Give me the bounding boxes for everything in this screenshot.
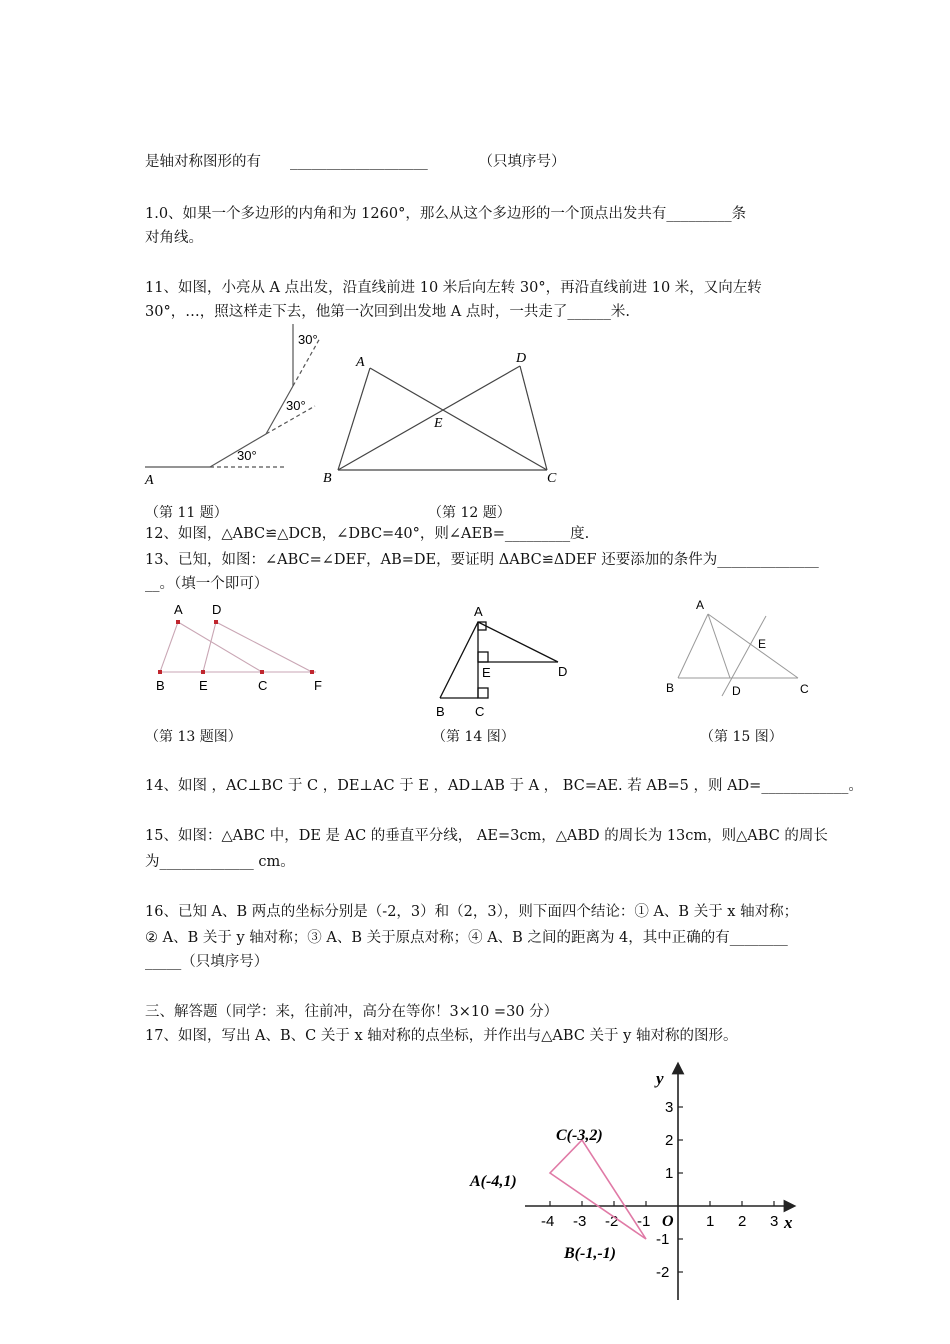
fig15-point-b: B <box>666 681 675 695</box>
q9-answer-line: 是轴对称图形的有 ___________________ （只填序号） <box>145 154 566 170</box>
fig13-point-a: A <box>174 602 183 617</box>
figure-13 <box>150 598 340 698</box>
fig15-point-d: D <box>732 684 741 698</box>
figure-17 <box>460 1060 820 1310</box>
x-tick-label: -4 <box>541 1213 555 1230</box>
figure-11 <box>140 322 340 492</box>
figure-14 <box>430 600 580 720</box>
figure-12 <box>320 348 560 488</box>
q15-line1: 15、如图：△ABC 中，DE 是 AC 的垂直平分线， AE=3cm，△ABD 的周长为 13cm，则△ABC 的周长 <box>145 828 828 844</box>
y-axis-label: y <box>656 1069 664 1088</box>
q11-line2: 30°，…，照这样走下去，他第一次回到出发地 A 点时，一共走了______米. <box>145 304 630 320</box>
q16-line1: 16、已知 A、B 两点的坐标分别是（-2，3）和（2，3），则下面四个结论：① A、B 关于 x 轴对称； <box>145 904 799 920</box>
caption-13: （第 13 题图） <box>145 729 242 745</box>
fig15-point-e: E <box>758 637 767 651</box>
label-c: C(-3,2) <box>556 1127 603 1144</box>
fig12-point-a: A <box>356 355 365 370</box>
label-a: A(-4,1) <box>470 1173 517 1190</box>
q10-line2: 对角线。 <box>145 230 203 246</box>
fig12-point-e: E <box>434 416 443 431</box>
caption-15: （第 15 图） <box>700 729 783 745</box>
fig11-point-a: A <box>145 473 154 488</box>
figure-15 <box>660 596 820 706</box>
q11-line1: 11、如图，小亮从 A 点出发，沿直线前进 10 米后向左转 30°，再沿直线前进 10 米，又向左转 <box>145 280 762 296</box>
x-tick-label: 3 <box>770 1213 779 1230</box>
q13-line1: 13、已知，如图：∠ABC=∠DEF，AB=DE，要证明 ΔABC≌ΔDEF 还要添加的条件为______________ <box>145 552 819 568</box>
x-tick-label: -3 <box>573 1213 587 1230</box>
fig13-point-c: C <box>258 678 268 693</box>
caption-12: （第 12 题） <box>428 505 511 521</box>
y-tick-label: 3 <box>665 1099 674 1116</box>
y-tick-label: -1 <box>656 1231 670 1248</box>
fig11-angle-1: 30° <box>237 448 257 463</box>
caption-11: （第 11 题） <box>145 505 228 521</box>
fig11-angle-3: 30° <box>298 332 318 347</box>
fig13-point-d: D <box>212 602 222 617</box>
fig12-point-d: D <box>516 351 527 366</box>
x-tick-label: -1 <box>637 1213 651 1230</box>
q12-line: 12、如图，△ABC≌△DCB，∠DBC=40°，则∠AEB=_________度. <box>145 526 590 542</box>
q15-line2: 为_____________ cm。 <box>145 854 295 870</box>
q10-line1: 1.0、如果一个多边形的内角和为 1260°，那么从这个多边形的一个顶点出发共有_________条 <box>145 206 747 222</box>
label-b: B(-1,-1) <box>564 1245 616 1262</box>
q13-line2: __。（填一个即可） <box>145 576 269 592</box>
fig14-point-c: C <box>475 704 485 719</box>
fig13-point-b: B <box>156 678 165 693</box>
fig15-point-c: C <box>800 682 809 696</box>
fig13-point-e: E <box>199 678 208 693</box>
origin-label: O <box>662 1213 674 1230</box>
fig14-point-b: B <box>436 704 445 719</box>
x-tick-label: 1 <box>706 1213 715 1230</box>
caption-14: （第 14 图） <box>432 729 515 745</box>
fig12-point-b: B <box>323 471 332 486</box>
section-3-heading: 三、解答题（同学：来，往前冲，高分在等你！3×10 =30 分） <box>145 1004 559 1020</box>
x-tick-label: -2 <box>605 1213 619 1230</box>
q16-line3: _____（只填序号） <box>145 954 269 970</box>
q17-line: 17、如图，写出 A、B、C 关于 x 轴对称的点坐标，并作出与△ABC 关于 y 轴对称的图形。 <box>145 1028 738 1044</box>
fig12-point-c: C <box>547 471 557 486</box>
q16-line2: ② A、B 关于 y 轴对称；③ A、B 关于原点对称；④ A、B 之间的距离为 4，其中正确的有________ <box>145 930 788 946</box>
fig14-point-d: D <box>558 664 568 679</box>
fig14-point-a: A <box>474 604 483 619</box>
y-tick-label: -2 <box>656 1264 670 1281</box>
fig13-point-f: F <box>314 678 322 693</box>
y-tick-label: 1 <box>665 1165 674 1182</box>
q14-line: 14、如图 ，AC⊥BC 于 C ，DE⊥AC 于 E ，AD⊥AB 于 A ， BC=AE. 若 AB=5 ，则 AD=____________。 <box>145 778 863 794</box>
triangle-abc <box>550 1140 646 1239</box>
y-tick-label: 2 <box>665 1132 674 1149</box>
fig14-point-e: E <box>482 665 491 680</box>
fig11-angle-2: 30° <box>286 398 306 413</box>
fig15-point-a: A <box>696 598 705 612</box>
x-axis-label: x <box>784 1213 793 1232</box>
x-tick-label: 2 <box>738 1213 747 1230</box>
